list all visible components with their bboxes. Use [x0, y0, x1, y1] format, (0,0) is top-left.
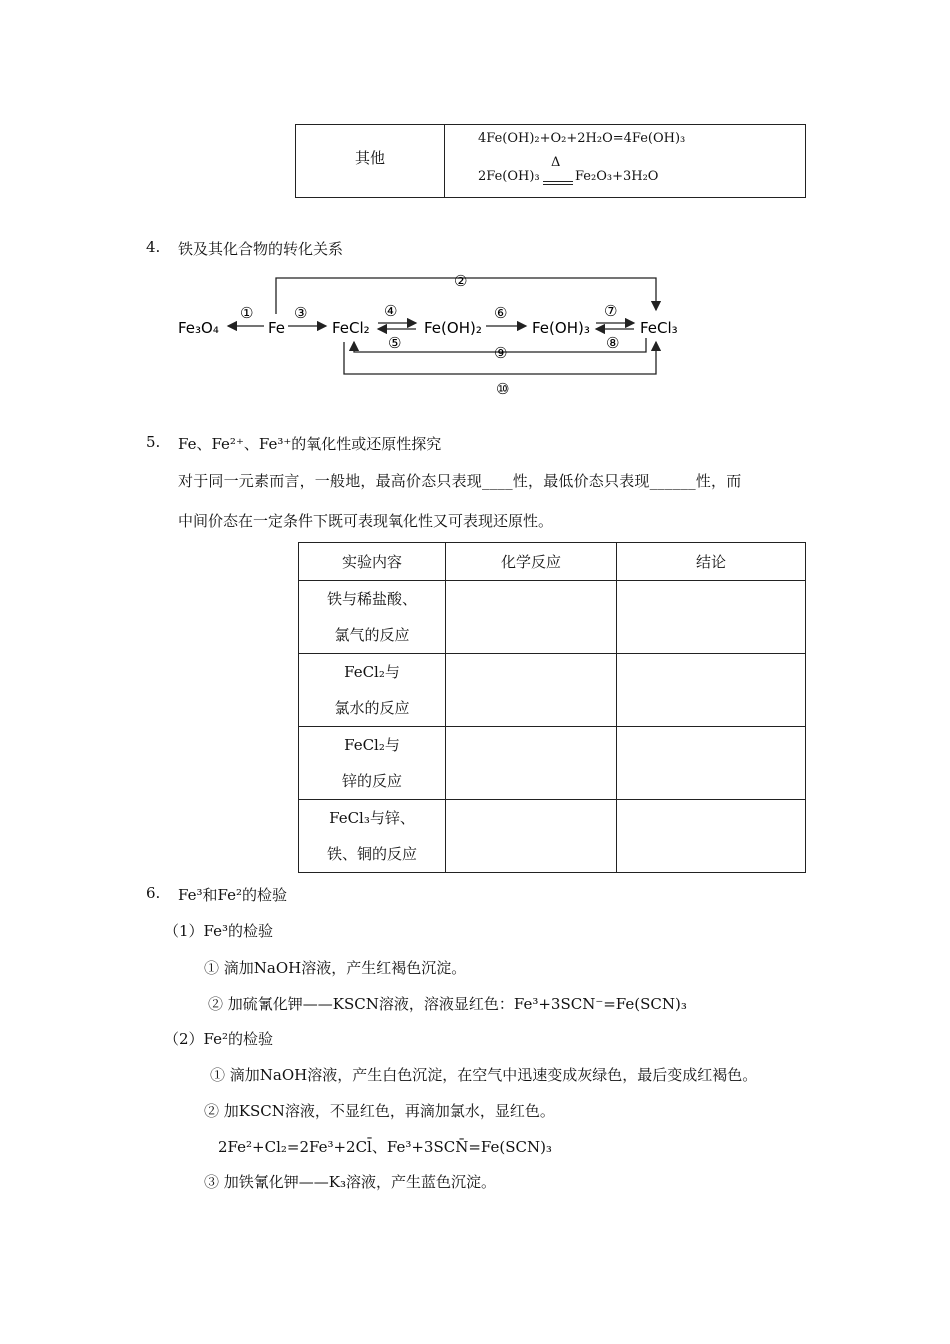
marker-5: ⑤ [388, 334, 402, 352]
equation-2-condition: Δ [551, 155, 561, 170]
row-1-line-2: 氯气的反应 [334, 626, 410, 644]
header-reaction: 化学反应 [446, 543, 617, 581]
row-3-reaction-cell[interactable] [446, 727, 617, 800]
subsection-1-item-2: ② 加硫氰化钾——KSCN溶液，溶液显红色：Fe³+3SCN⁻=Fe(SCN)₃ [208, 995, 687, 1013]
row-3-conclusion-cell[interactable] [617, 727, 806, 800]
node-feoh2: Fe(OH)₂ [424, 319, 482, 337]
row-3-experiment [299, 727, 446, 800]
section-5-number: 5. [146, 433, 161, 451]
iron-conversion-diagram [170, 262, 700, 402]
header-experiment: 实验内容 [299, 543, 446, 581]
equation-2-right: Fe₂O₃+3H₂O [575, 169, 659, 184]
equation-1: 4Fe(OH)₂+O₂+2H₂O=4Fe(OH)₃ [478, 131, 686, 146]
equal-line-top [543, 181, 573, 182]
section-5-paragraph-2: 中间价态在一定条件下既可表现氧化性又可表现还原性。 [178, 512, 554, 530]
subsection-2-item-2: ② 加KSCN溶液，不显红色，再滴加氯水，显红色。 [204, 1102, 555, 1120]
node-fecl2: FeCl₂ [332, 319, 370, 337]
row-4-line-2: 铁、铜的反应 [326, 845, 417, 863]
marker-9: ⑨ [494, 344, 508, 362]
row-3-line-1: FeCl₂与 [344, 736, 400, 754]
subsection-2-equation: 2Fe²+Cl₂=2Fe³+2Cl̄、Fe³+3SCN̄=Fe(SCN)₃ [218, 1138, 552, 1156]
subsection-2-item-1: ① 滴加NaOH溶液，产生白色沉淀，在空气中迅速变成灰绿色，最后变成红褐色。 [210, 1066, 758, 1084]
subsection-1-title: （1）Fe³的检验 [164, 922, 274, 940]
node-fecl3: FeCl₃ [640, 319, 678, 337]
marker-8: ⑧ [606, 334, 620, 352]
row-1-reaction-cell[interactable] [446, 581, 617, 654]
table-row [299, 800, 806, 873]
row-1-conclusion-cell[interactable] [617, 581, 806, 654]
row-4-reaction-cell[interactable] [446, 800, 617, 873]
section-5-title: Fe、Fe²⁺、Fe³⁺的氧化性或还原性探究 [178, 435, 442, 453]
row-1-line-1: 铁与稀盐酸、 [326, 590, 417, 608]
equation-2-left: 2Fe(OH)₃ [478, 169, 540, 184]
row-4-line-1: FeCl₃与锌、 [329, 809, 415, 827]
section-6-number: 6. [146, 884, 161, 902]
marker-1: ① [240, 304, 254, 322]
row-4-conclusion-cell[interactable] [617, 800, 806, 873]
row-2-line-1: FeCl₂与 [344, 663, 400, 681]
equal-line-bottom [543, 184, 573, 185]
table-row [299, 727, 806, 800]
row-4-experiment [299, 800, 446, 873]
section-5-paragraph-1: 对于同一元素而言，一般地，最高价态只表现____性，最低价态只表现______性，而 [178, 472, 742, 490]
section-4-number: 4. [146, 238, 161, 256]
row-2-conclusion-cell[interactable] [617, 654, 806, 727]
table-row [299, 581, 806, 654]
node-feoh3: Fe(OH)₃ [532, 319, 590, 337]
redox-experiment-table [298, 542, 806, 873]
table-header-row [299, 543, 806, 581]
subsection-1-item-1: ① 滴加NaOH溶液，产生红褐色沉淀。 [204, 959, 467, 977]
row-2-experiment [299, 654, 446, 727]
marker-4: ④ [384, 302, 398, 320]
row-2-line-2: 氯水的反应 [334, 699, 410, 717]
node-fe3o4: Fe₃O₄ [178, 319, 219, 337]
marker-7: ⑦ [604, 302, 618, 320]
header-conclusion: 结论 [617, 543, 806, 581]
subsection-2-title: （2）Fe²的检验 [164, 1030, 274, 1048]
row-3-line-2: 锌的反应 [341, 772, 402, 790]
marker-10: ⑩ [496, 380, 510, 398]
other-label-cell [296, 125, 445, 197]
other-label: 其他 [354, 149, 385, 167]
table-row [299, 654, 806, 727]
other-reactions-table [295, 124, 806, 198]
subsection-2-item-3: ③ 加铁氰化钾——K₃溶液，产生蓝色沉淀。 [204, 1173, 496, 1191]
marker-3: ③ [294, 304, 308, 322]
row-2-reaction-cell[interactable] [446, 654, 617, 727]
section-6-title: Fe³和Fe²的检验 [178, 886, 287, 904]
section-4-title: 铁及其化合物的转化关系 [178, 240, 344, 258]
marker-6: ⑥ [494, 304, 508, 322]
marker-2: ② [454, 272, 468, 290]
row-1-experiment [299, 581, 446, 654]
node-fe: Fe [268, 319, 286, 337]
